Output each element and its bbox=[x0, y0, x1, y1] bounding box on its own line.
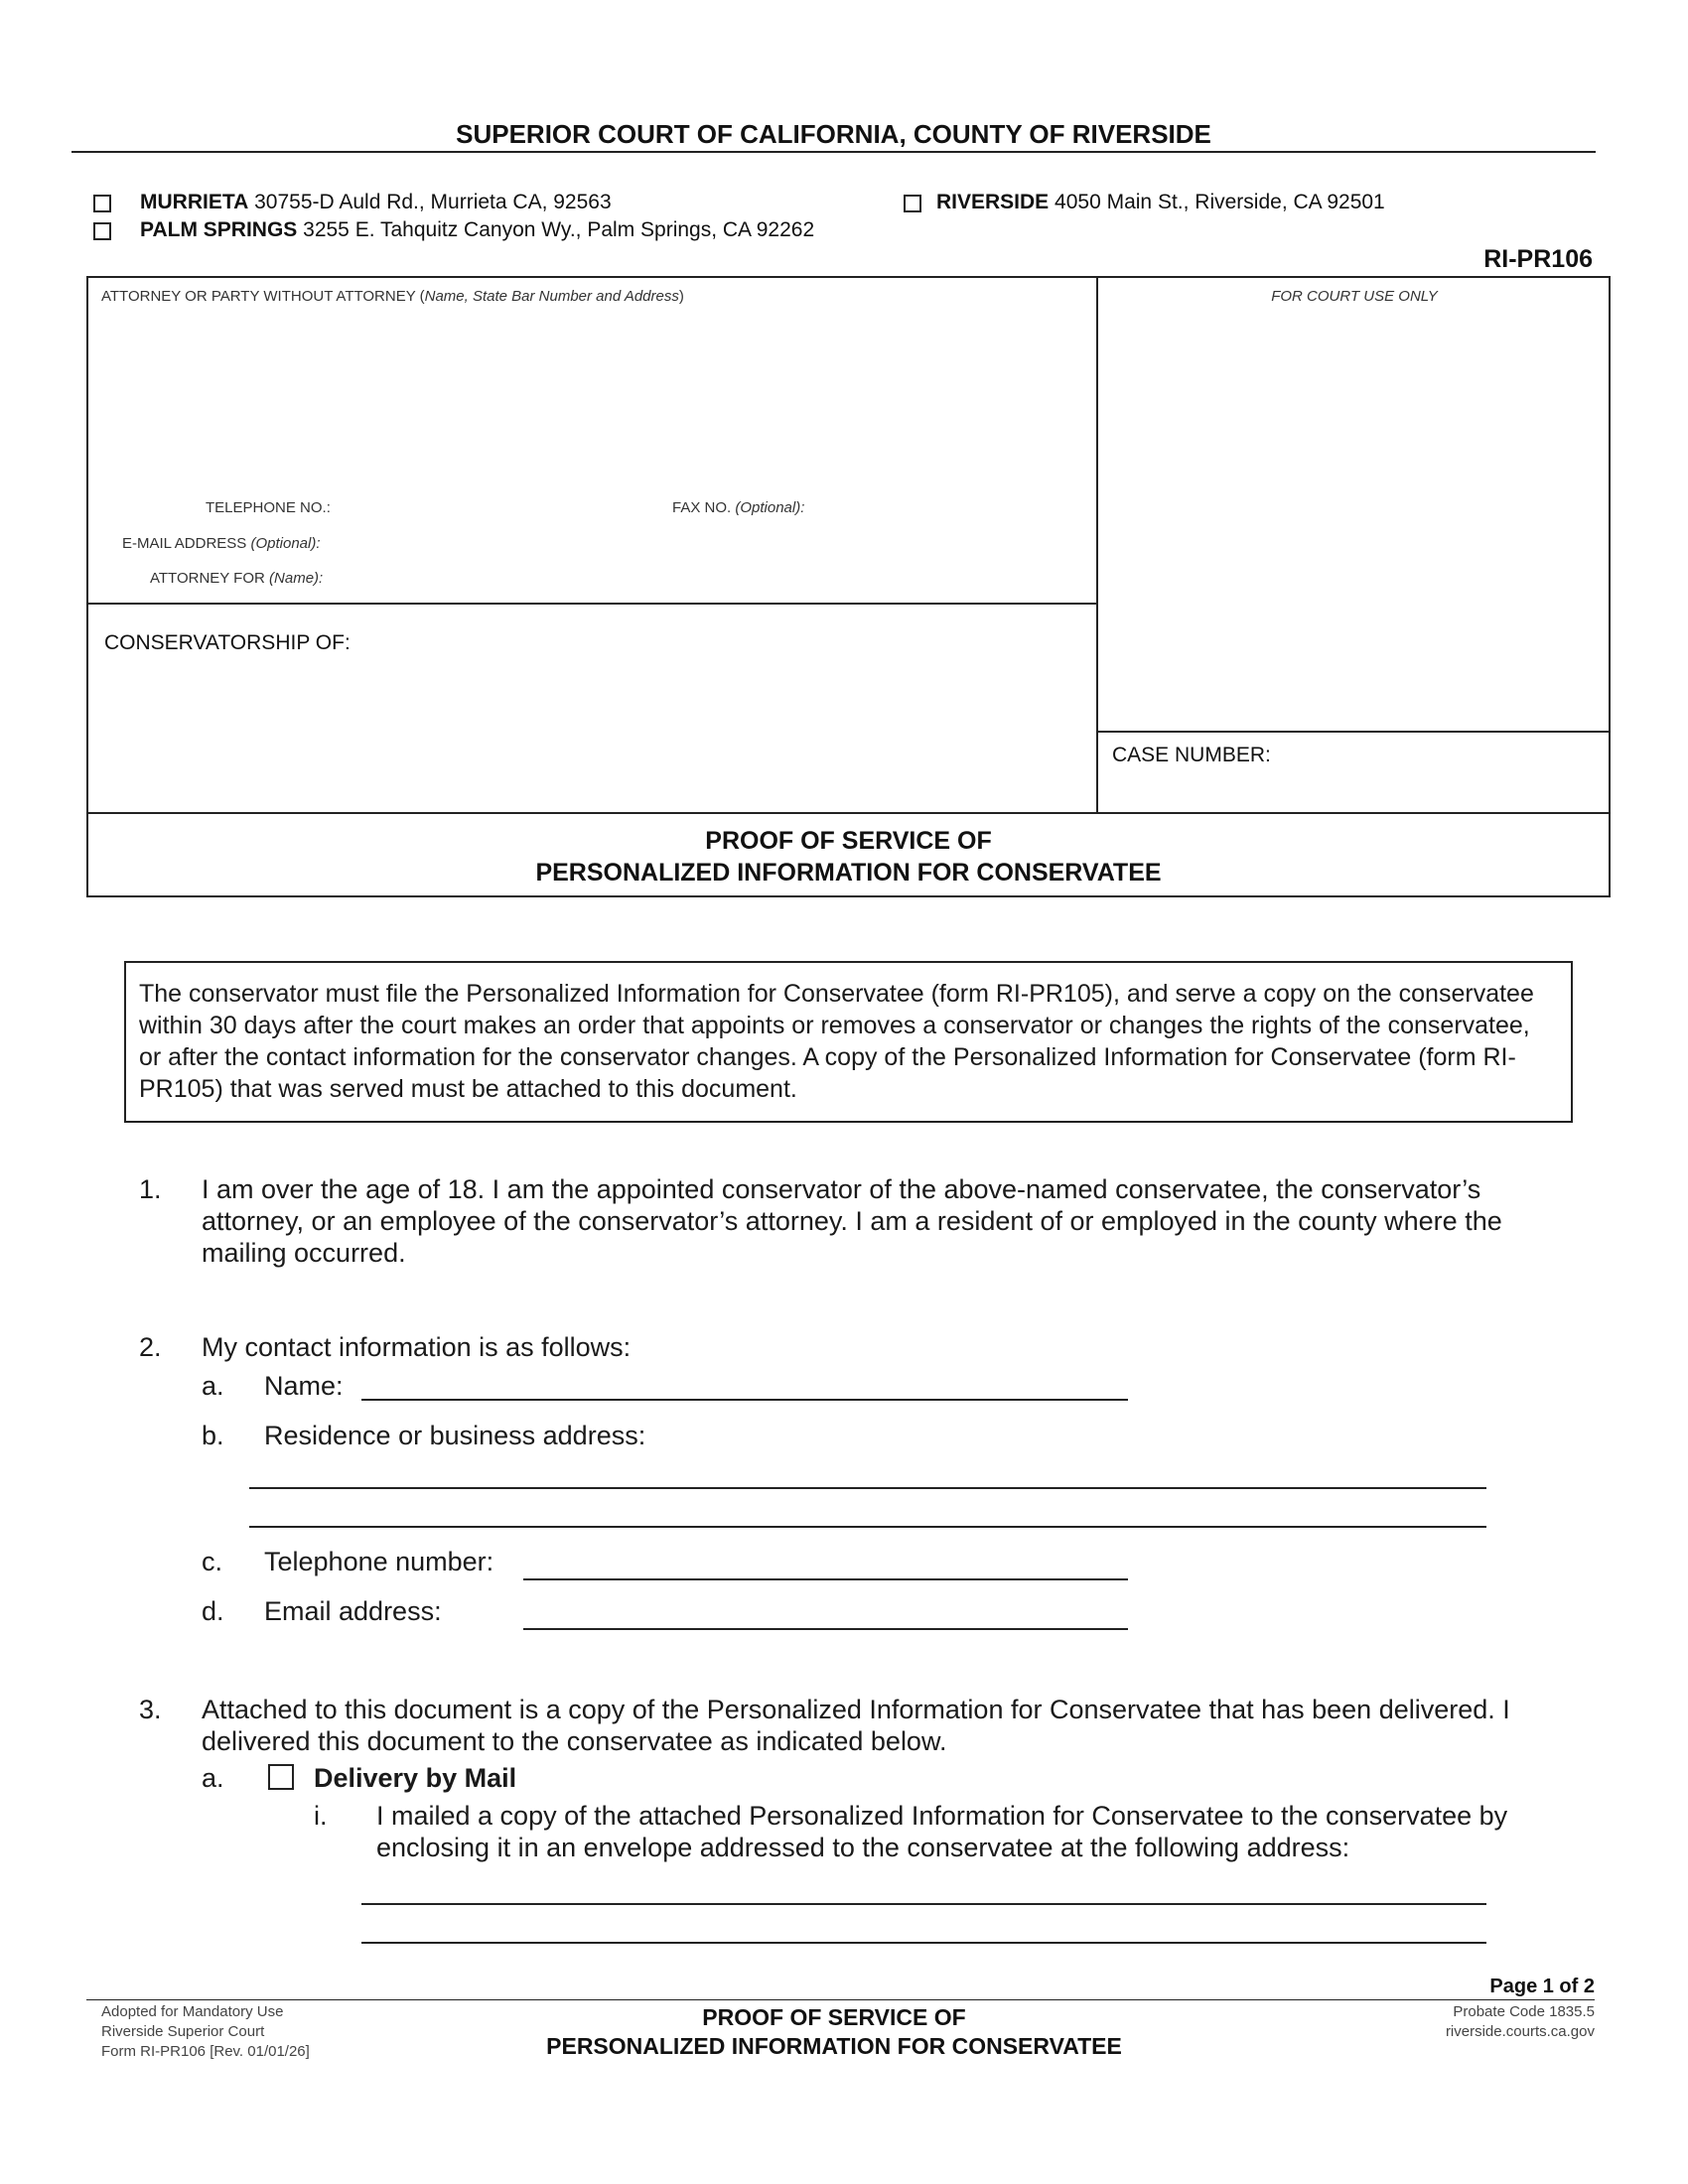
caption-divider-case bbox=[1096, 731, 1611, 733]
murrieta-checkbox[interactable] bbox=[93, 195, 111, 212]
name-field-line[interactable] bbox=[361, 1399, 1128, 1401]
attorney-label-italic: Name, State Bar Number and Address bbox=[424, 288, 679, 305]
item-2c-label: Telephone number: bbox=[264, 1547, 494, 1576]
attorney-for-label bbox=[150, 570, 323, 587]
item-1-number: 1. bbox=[139, 1174, 162, 1204]
palm-springs-checkbox[interactable] bbox=[93, 222, 111, 240]
footer-left-line2: Riverside Superior Court bbox=[101, 2023, 265, 2040]
item-2a-label: Name: bbox=[264, 1371, 344, 1401]
murrieta-address: 30755-D Auld Rd., Murrieta CA, 92563 bbox=[254, 191, 612, 213]
attorney-for-text: ATTORNEY FOR bbox=[150, 570, 265, 587]
caption-divider-left bbox=[86, 603, 1098, 605]
fax-label bbox=[672, 499, 804, 516]
caption-title bbox=[86, 825, 1611, 888]
item-2d-label: Email address: bbox=[264, 1596, 442, 1626]
email-label-text: E-MAIL ADDRESS bbox=[122, 535, 247, 552]
caption-divider-title bbox=[86, 812, 1611, 814]
footer-left-line3: Form RI-PR106 [Rev. 01/01/26] bbox=[101, 2043, 310, 2060]
riverside-address: 4050 Main St., Riverside, CA 92501 bbox=[1055, 191, 1385, 213]
murrieta-name: MURRIETA bbox=[140, 191, 249, 213]
mail-address-line-2[interactable] bbox=[361, 1942, 1486, 1944]
page-number: Page 1 of 2 bbox=[1489, 1976, 1595, 1997]
notice-text: The conservator must file the Personalized Information for Conservatee (form RI-PR105), and serve a copy on the conservatee within 30 days after the court makes an order that appoints or removes a conservator or changes the rights of the conservatee, or after the contact information for the conservator changes. A copy of the Personalized Information for Conservatee (form RI-PR105) that was served must be attached to this document. bbox=[139, 980, 1534, 1103]
email-label bbox=[122, 535, 321, 552]
riverside-checkbox[interactable] bbox=[904, 195, 921, 212]
fax-label-optional: (Optional): bbox=[735, 499, 805, 516]
item-2b-label: Residence or business address: bbox=[264, 1421, 646, 1450]
caption-title-line1: PROOF OF SERVICE OF bbox=[705, 827, 992, 855]
item-3a-i-text: I mailed a copy of the attached Personalized Information for Conservatee to the conservatee by enclosing it in an envelope addressed to the conservatee at the following address: bbox=[376, 1801, 1508, 1862]
form-number: RI-PR106 bbox=[1483, 245, 1593, 273]
murrieta-location bbox=[140, 191, 612, 214]
item-1-text: I am over the age of 18. I am the appointed conservator of the above-named conservatee, the conservator’s attorney, or an employee of the conservator’s attorney. I am a resident of or employed in the county where the mailing occurred. bbox=[202, 1174, 1502, 1268]
footer-right-line1: Probate Code 1835.5 bbox=[1453, 2003, 1595, 2020]
item-2-text: My contact information is as follows: bbox=[202, 1332, 632, 1362]
header-rule bbox=[71, 151, 1596, 153]
delivery-by-mail-label: Delivery by Mail bbox=[314, 1763, 517, 1793]
court-title: SUPERIOR COURT OF CALIFORNIA, COUNTY OF RIVERSIDE bbox=[456, 119, 1211, 149]
riverside-location bbox=[936, 191, 1385, 214]
telephone-label: TELEPHONE NO.: bbox=[206, 499, 331, 516]
item-2b-letter: b. bbox=[202, 1421, 224, 1450]
item-3a-i-number: i. bbox=[314, 1801, 328, 1831]
telephone-field-line[interactable] bbox=[523, 1578, 1128, 1580]
palm-springs-address: 3255 E. Tahquitz Canyon Wy., Palm Springs, CA 92262 bbox=[303, 218, 815, 241]
item-2-number: 2. bbox=[139, 1332, 162, 1362]
attorney-label-start: ATTORNEY OR PARTY WITHOUT ATTORNEY ( bbox=[101, 288, 425, 305]
fax-label-text: FAX NO. bbox=[672, 499, 732, 516]
item-2a-letter: a. bbox=[202, 1371, 224, 1401]
caption-title-line2: PERSONALIZED INFORMATION FOR CONSERVATEE bbox=[535, 859, 1162, 887]
item-3-text: Attached to this document is a copy of the Personalized Information for Conservatee that has been delivered. I delivered this document to the conservatee as indicated below. bbox=[202, 1695, 1510, 1756]
footer-title-line1: PROOF OF SERVICE OF bbox=[702, 2004, 966, 2030]
attorney-label bbox=[101, 288, 684, 305]
item-2c-letter: c. bbox=[202, 1547, 223, 1576]
email-field-line[interactable] bbox=[523, 1628, 1128, 1630]
footer-title-line2: PERSONALIZED INFORMATION FOR CONSERVATEE bbox=[546, 2033, 1122, 2059]
footer-right-line2: riverside.courts.ca.gov bbox=[1445, 2023, 1595, 2040]
conservatorship-label: CONSERVATORSHIP OF: bbox=[104, 631, 351, 654]
address-field-line-1[interactable] bbox=[249, 1487, 1486, 1489]
case-number-label: CASE NUMBER: bbox=[1112, 744, 1271, 766]
palm-springs-name: PALM SPRINGS bbox=[140, 218, 298, 241]
email-label-optional: (Optional): bbox=[250, 535, 321, 552]
footer-title bbox=[397, 2003, 1271, 2061]
court-use-label: FOR COURT USE ONLY bbox=[1271, 288, 1438, 305]
attorney-label-end: ) bbox=[678, 288, 684, 305]
footer-rule bbox=[86, 1999, 1595, 2000]
item-3-number: 3. bbox=[139, 1695, 162, 1724]
riverside-name: RIVERSIDE bbox=[936, 191, 1050, 213]
item-2d-letter: d. bbox=[202, 1596, 224, 1626]
attorney-for-name: (Name): bbox=[269, 570, 324, 587]
footer-right bbox=[1446, 2002, 1595, 2042]
delivery-by-mail-checkbox[interactable] bbox=[268, 1764, 294, 1790]
address-field-line-2[interactable] bbox=[249, 1526, 1486, 1528]
mail-address-line-1[interactable] bbox=[361, 1903, 1486, 1905]
footer-left bbox=[101, 2002, 310, 2062]
caption-box bbox=[86, 276, 1611, 897]
palm-springs-location bbox=[140, 218, 814, 242]
item-3a-letter: a. bbox=[202, 1763, 224, 1793]
footer-left-line1: Adopted for Mandatory Use bbox=[101, 2003, 284, 2020]
